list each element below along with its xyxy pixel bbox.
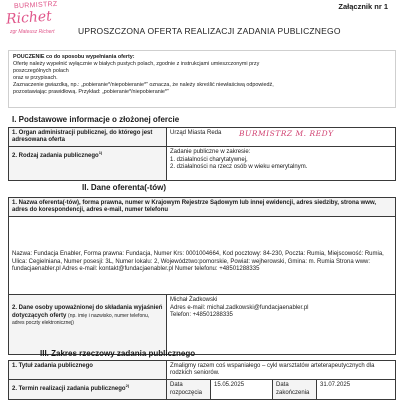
section-3-title: III. Zakres rzeczowy zadania publicznego: [40, 349, 196, 358]
start-date-field[interactable]: 15.05.2025: [211, 380, 273, 399]
instructions-line: Ofertę należy wypełnić wyłącznie w białych pustych polach, zgodnie z instrukcjami umieszczonymi przy: [13, 61, 260, 67]
instructions-line: poszczególnych polach: [13, 68, 69, 74]
instructions-line: pozostawiając prawidłową. Przykład: „pobieranie*/niepobieranie*”: [13, 89, 169, 95]
task-type-label-text: 2. Rodzaj zadania publicznego: [12, 153, 99, 160]
burmistrz-stamp: [4, 2, 62, 36]
instructions-box: [8, 50, 396, 108]
offeror-value: Nazwa: Fundacja Enabler, Forma prawna: Fundacja, Numer Krs: 0001004664, Kod pocztowy: 84-230, Poczta: Rumia, Miejscowość: Rumia, Ulica: Cegielniana, Numer posesji: 3L, Numer lokalu: 2, Województwo:pomorskie, Powiat: wejherowski, Gmina: m. Rumia Strona www: fundacjaenabler.pl Adres e-mail: kontakt@fundacjaenabler.pl Numer telefonu: +48501288335: [12, 251, 384, 272]
contact-person-line: Telefon: +48501288335: [170, 311, 233, 318]
task-type-line: Zadanie publiczne w zakresie:: [170, 149, 251, 156]
stamp-text-top: BURMISTRZ: [13, 0, 58, 11]
end-date-label: Data zakończenia: [273, 380, 317, 399]
contact-person-hint: (np. imię i nazwisko, numer telefonu, adres poczty elektronicznej): [12, 312, 150, 326]
table-row: [9, 128, 396, 147]
instructions-line: Zaznaczenie gwiazdką, np.: „pobieranie*/niepobieranie*” oznacza, że należy skreślić niewłaściwą odpowiedź,: [13, 82, 274, 88]
organ-label: 1. Organ administracji publicznej, do którego jest adresowana oferta: [9, 128, 167, 147]
task-title-label: 1. Tytuł zadania publicznego: [9, 361, 167, 380]
section-3-table: [8, 360, 396, 400]
section-2-title: II. Dane oferenta(-tów): [82, 183, 167, 192]
footnote-marker: 1): [98, 150, 103, 156]
contact-person-label: [9, 295, 167, 355]
organ-value: Urząd Miasta Reda: [170, 130, 222, 136]
document-title: UPROSZCZONA OFERTA REALIZACJI ZADANIA PUBLICZNEGO: [78, 26, 341, 36]
contact-person-field[interactable]: [167, 295, 396, 355]
table-row: [9, 295, 396, 355]
offeror-label: 1. Nazwa oferenta(-tów), forma prawna, numer w Krajowym Rejestrze Sądowym lub innej ewidencji, adres siedziby, strona www, adres do korespondencji, adres e-mail, numer telefonu: [9, 198, 396, 217]
stamp-signature: Richet: [5, 8, 53, 28]
footnote-marker: 2): [125, 383, 130, 389]
annex-label: Załącznik nr 1: [338, 2, 388, 11]
section-2-table: [8, 197, 396, 355]
section-1-table: [8, 127, 396, 181]
contact-person-line: Michał Żadkowski: [170, 297, 218, 304]
task-dates-label-text: 2. Termin realizacji zadania publicznego: [12, 386, 126, 393]
task-type-line: 1. działalności charytatywnej,: [170, 156, 248, 163]
table-row: [9, 147, 396, 181]
table-row: [9, 380, 396, 399]
start-date-label: Data rozpoczęcia: [167, 380, 211, 399]
task-type-line: 2. działalności na rzecz osób w wieku emerytalnym.: [170, 163, 308, 170]
table-row: [9, 361, 396, 380]
contact-person-label-text: 2. Dane osoby upoważnionej do składania wyjaśnień dotyczących oferty: [12, 305, 163, 319]
task-title-field[interactable]: Zmaligmy razem coś wspaniałego – cykl warsztatów arteterapeutycznych dla rodzkich seniorów.: [167, 361, 396, 380]
offeror-field[interactable]: [9, 217, 396, 295]
contact-person-line: Adres e-mail: michal.zadkowski@fundacjaenabler.pl: [170, 304, 309, 311]
task-dates-label: [9, 380, 167, 399]
organ-field[interactable]: [167, 128, 396, 147]
instructions-heading: POUCZENIE co do sposobu wypełniania oferty:: [13, 54, 135, 60]
table-row: [9, 198, 396, 217]
task-type-field[interactable]: [167, 147, 396, 181]
stamp-text-bottom: zgr Mateusz Richert: [10, 29, 55, 35]
task-type-label: [9, 147, 167, 181]
handwritten-annotation: BURMISTRZ M. REDY: [239, 129, 334, 138]
instructions-line: oraz w przypisach.: [13, 75, 58, 81]
end-date-field[interactable]: 31.07.2025: [317, 380, 396, 399]
table-row: [9, 217, 396, 295]
section-1-title: I. Podstawowe informacje o złożonej ofercie: [12, 115, 180, 124]
